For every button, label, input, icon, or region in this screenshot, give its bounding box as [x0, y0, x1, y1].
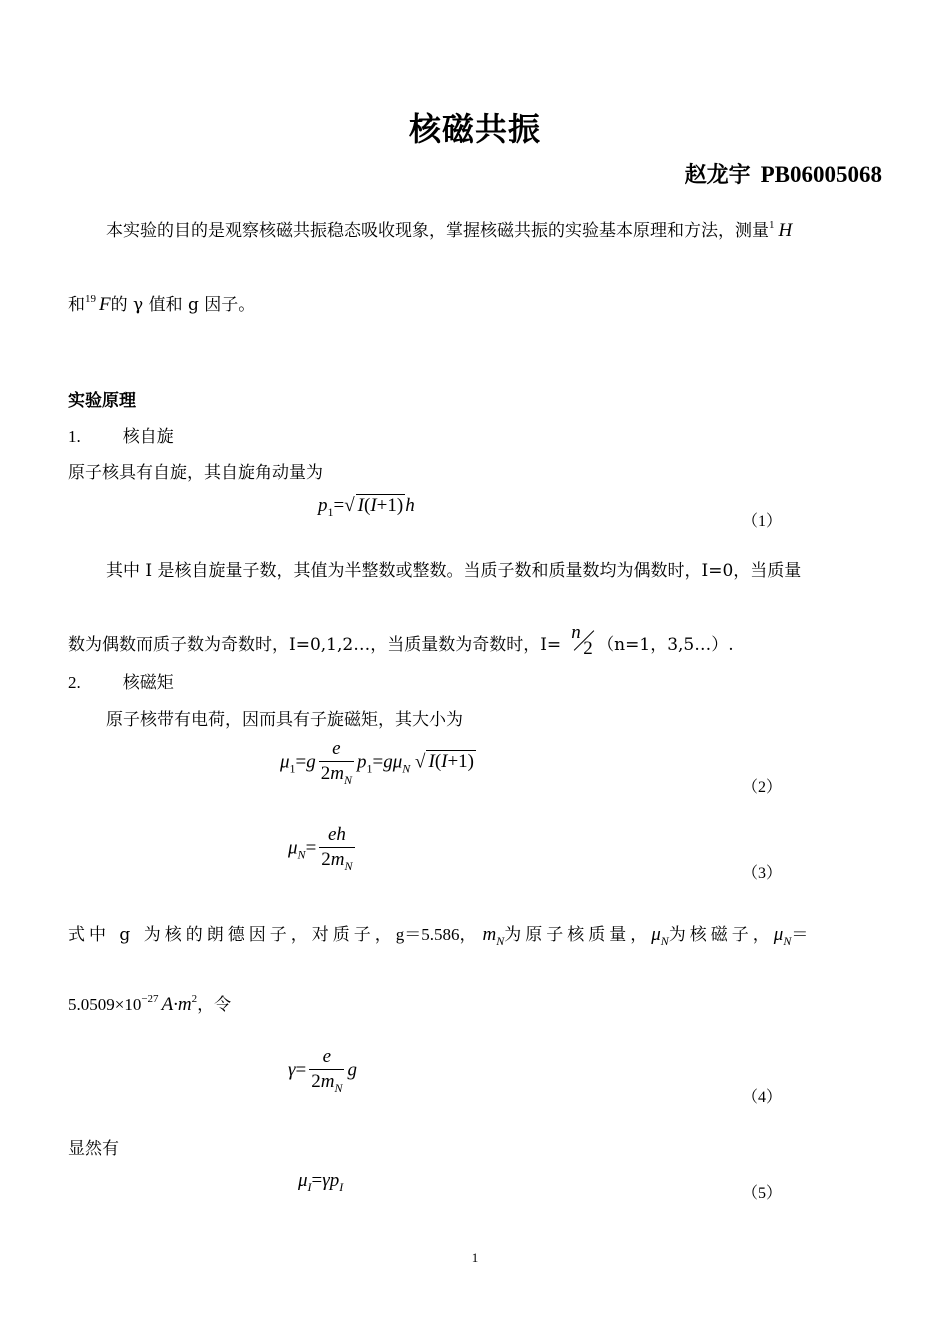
s1-line-1: 原子核具有自旋，其自旋角动量为	[68, 463, 323, 483]
intro-line-2	[68, 290, 255, 316]
s1-para-1: 其中 I 是核自旋量子数，其值为半整数或整数。当质子数和质量数均为偶数时，I=0，当质量	[106, 561, 802, 581]
s1-para-2	[68, 624, 734, 658]
section-heading: 实验原理	[68, 391, 136, 411]
equation-5: $\mu_I=\gamma p_I$	[298, 1170, 344, 1194]
s2-line-1: 原子核带有电荷，因而具有子旋磁矩，其大小为	[106, 710, 463, 730]
intro-text-2b: 的 γ 值和 g 因子。	[110, 295, 256, 315]
s2-para-b: 为原子核质量，	[504, 925, 652, 945]
mu-unit-exponent: 2	[191, 993, 198, 1005]
s2-para: 式中 g 为核的朗德因子，对质子，g＝5.586， $m_N$为原子核质量，$\mu_N$为核磁子，$\mu_N=$	[68, 924, 813, 948]
equation-4: γ= $\frac{e}{2m_N}$ g	[288, 1046, 357, 1095]
page-title: 核磁共振	[408, 110, 541, 148]
h-mass-number: 1	[769, 219, 775, 231]
f-mass-number: 19	[85, 293, 96, 305]
s2-obvious: 显然有	[68, 1139, 119, 1159]
item-1	[68, 422, 174, 447]
student-id: PB06005068	[760, 162, 882, 187]
s1-para-3-text: （n=1，3,5…）.	[597, 635, 734, 655]
page-number: 1	[471, 1250, 479, 1265]
mu-exponent: −27	[141, 993, 159, 1005]
item-1-label: 核自旋	[122, 427, 174, 447]
f-symbol: F	[99, 294, 111, 315]
mu-value-line	[68, 990, 231, 1016]
s1-para-2-text: 数为偶数而质子数为奇数时，I=0,1,2…，当质量数为奇数时，I=	[68, 635, 562, 655]
equation-5-number: （5）	[742, 1185, 783, 1202]
spin-fraction: n 2	[571, 622, 593, 659]
h-symbol: H	[778, 220, 793, 241]
s2-para-end: ，令	[197, 995, 232, 1015]
equation-3: $\mu_N=$ $\frac{eh}{2m_N}$	[288, 824, 353, 873]
s2-para-eq: ＝	[791, 925, 813, 945]
equation-1: $p_1=√$ I(I+1) h	[318, 495, 415, 519]
intro-text-2a: 和	[68, 295, 85, 315]
mu-value: 5.0509×10	[68, 995, 142, 1014]
equation-4-number: （4）	[742, 1089, 783, 1106]
g-value: g＝5.586，	[395, 925, 477, 944]
author-name: 赵龙宇	[684, 163, 751, 188]
item-2-label: 核磁矩	[122, 673, 174, 693]
s2-para-c: 为核磁子，	[668, 925, 774, 945]
equation-2-number: （2）	[742, 779, 783, 796]
s2-para-a: 式中 g 为核的朗德因子，对质子，	[68, 925, 396, 945]
mu-unit: A·m	[161, 994, 192, 1015]
equation-2: $\mu_1=g$ $\frac{e}{2m_N}$ $p_1=g\mu_N$ √ I(I+1)	[280, 738, 475, 787]
equation-1-number: （1）	[742, 513, 783, 530]
item-2	[68, 668, 174, 693]
intro-line-1	[106, 216, 792, 242]
intro-text-1: 本实验的目的是观察核磁共振稳态吸收现象，掌握核磁共振的实验基本原理和方法，测量	[106, 221, 769, 241]
item-2-number: 2.	[68, 673, 81, 692]
item-1-number: 1.	[68, 427, 81, 446]
author-line	[685, 158, 882, 189]
equation-3-number: （3）	[742, 865, 783, 882]
